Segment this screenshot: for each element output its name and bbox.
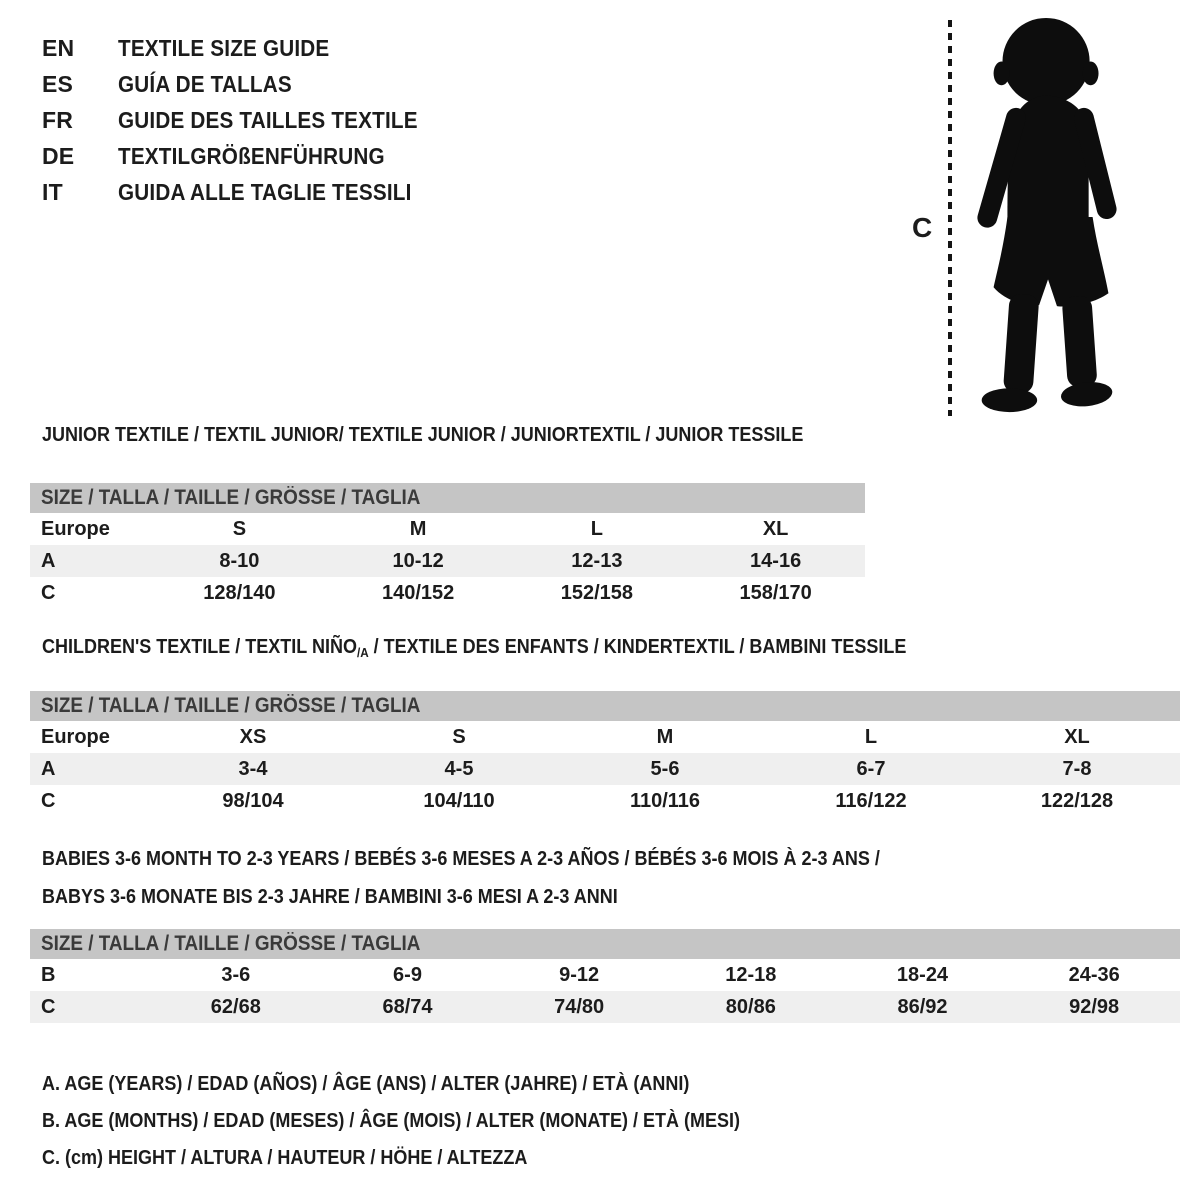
cell-value: 5-6 — [650, 757, 680, 780]
cell-value: M — [656, 725, 674, 748]
cell-value: 62/68 — [210, 995, 261, 1018]
junior-section-title-text: JUNIOR TEXTILE / TEXTIL JUNIOR/ TEXTILE JUNIOR / JUNIORTEXTIL / JUNIOR TESSILE — [42, 424, 804, 446]
cell-value: 6-7 — [856, 757, 886, 780]
cell-value: 3-6 — [221, 963, 251, 986]
language-row — [42, 174, 451, 210]
cell-value: 104/110 — [423, 789, 495, 812]
language-row — [42, 66, 451, 102]
language-row — [42, 138, 451, 174]
cell-value: 98/104 — [222, 789, 284, 812]
table-row-c — [30, 785, 1180, 817]
cell-value: 140/152 — [381, 581, 455, 604]
row-label: Europe — [41, 517, 110, 540]
cell-value: S — [232, 517, 247, 540]
children-title-pre: CHILDREN'S TEXTILE / TEXTIL NIÑO — [42, 636, 357, 658]
toddler-silhouette-icon — [966, 14, 1138, 420]
cell-value: 128/140 — [203, 581, 276, 604]
cell-value: L — [590, 517, 603, 540]
cell-value: XS — [239, 725, 267, 748]
legend-line-a — [42, 1066, 818, 1103]
cell-value: 6-9 — [393, 963, 422, 986]
table-row-europe — [30, 513, 865, 545]
language-code: EN — [42, 34, 75, 61]
cell-value: 86/92 — [897, 995, 948, 1018]
table-row-a — [30, 753, 1180, 785]
cell-value: 68/74 — [382, 995, 433, 1018]
table-row-b — [30, 959, 1180, 991]
cell-value: 158/170 — [739, 581, 812, 604]
children-size-table — [30, 691, 1180, 817]
language-code: DE — [42, 142, 75, 169]
legend-line-b — [42, 1103, 818, 1140]
cell-value: XL — [762, 517, 789, 540]
row-label: A — [41, 757, 56, 780]
row-label: C — [41, 995, 56, 1018]
cell-value: 110/116 — [629, 789, 701, 812]
legend-line-c — [42, 1140, 818, 1177]
table-row-europe — [30, 721, 1180, 753]
cell-value: 24-36 — [1068, 963, 1120, 986]
legend-line-b-text: B. AGE (MONTHS) / EDAD (MESES) / ÂGE (MOIS) / ALTER (MONATE) / ETÀ (MESI) — [42, 1110, 740, 1132]
language-code: ES — [42, 70, 74, 97]
cell-value: 12-13 — [571, 549, 623, 572]
size-table-header-text: SIZE / TALLA / TAILLE / GRÖSSE / TAGLIA — [41, 694, 421, 717]
legend-line-a-text: A. AGE (YEARS) / EDAD (AÑOS) / ÂGE (ANS) / ALTER (JAHRE) / ETÀ (ANNI) — [42, 1073, 690, 1095]
cell-value: 3-4 — [238, 757, 268, 780]
language-label: GUIDE DES TAILLES TEXTILE — [118, 106, 418, 133]
row-label: A — [41, 549, 56, 572]
size-table-header — [30, 929, 1180, 959]
cell-value: 8-10 — [219, 549, 260, 572]
babies-title-line1: BABIES 3-6 MONTH TO 2-3 YEARS / BEBÉS 3-6 MESES A 2-3 AÑOS / BÉBÉS 3-6 MOIS À 2-3 ANS / — [42, 848, 880, 870]
junior-section-title — [42, 424, 888, 447]
cell-value: 4-5 — [444, 757, 474, 780]
cell-value: S — [452, 725, 466, 748]
children-title-post: / TEXTILE DES ENFANTS / KINDERTEXTIL / BAMBINI TESSILE — [368, 636, 907, 658]
language-label: TEXTILE SIZE GUIDE — [118, 34, 330, 61]
language-list — [42, 30, 451, 210]
babies-title-line2: BABYS 3-6 MONATE BIS 2-3 JAHRE / BAMBINI 3-6 MESI A 2-3 ANNI — [42, 886, 618, 908]
measurement-legend — [42, 1066, 818, 1177]
cell-value: L — [864, 725, 878, 748]
legend-line-c-text: C. (cm) HEIGHT / ALTURA / HAUTEUR / HÖHE / ALTEZZA — [42, 1147, 528, 1169]
table-row-c — [30, 577, 865, 609]
cell-value: 122/128 — [1040, 789, 1114, 812]
babies-size-table — [30, 929, 1180, 1023]
table-row-a — [30, 545, 865, 577]
language-row — [42, 102, 451, 138]
size-table-header — [30, 483, 865, 513]
language-code: IT — [42, 178, 63, 205]
cell-value: 92/98 — [1069, 995, 1120, 1018]
height-measure-line — [948, 20, 952, 416]
row-label: Europe — [41, 725, 110, 748]
size-table-header — [30, 691, 1180, 721]
junior-size-table — [30, 483, 865, 609]
cell-value: 9-12 — [559, 963, 600, 986]
size-table-header-text: SIZE / TALLA / TAILLE / GRÖSSE / TAGLIA — [41, 932, 421, 955]
children-title-sub: /A — [356, 645, 369, 660]
row-label: B — [41, 963, 56, 986]
children-section-title-text — [42, 636, 906, 659]
language-label: TEXTILGRÖßENFÜHRUNG — [118, 142, 385, 169]
row-label: C — [41, 789, 56, 812]
cell-value: M — [409, 517, 427, 540]
babies-section-title — [42, 840, 973, 916]
children-section-title — [42, 636, 1002, 659]
cell-value: 80/86 — [725, 995, 776, 1018]
language-code: FR — [42, 106, 74, 133]
cell-value: 18-24 — [896, 963, 949, 986]
cell-value: XL — [1064, 725, 1090, 748]
cell-value: 152/158 — [560, 581, 634, 604]
language-row — [42, 30, 451, 66]
language-label: GUIDA ALLE TAGLIE TESSILI — [118, 178, 412, 205]
cell-value: 74/80 — [554, 995, 605, 1018]
cell-value: 7-8 — [1062, 757, 1092, 780]
cell-value: 14-16 — [750, 549, 802, 572]
language-label: GUÍA DE TALLAS — [118, 70, 292, 97]
height-measure-label: C — [912, 212, 933, 243]
table-row-c — [30, 991, 1180, 1023]
cell-value: 116/122 — [835, 789, 907, 812]
cell-value: 10-12 — [392, 549, 444, 572]
size-table-header-text: SIZE / TALLA / TAILLE / GRÖSSE / TAGLIA — [41, 486, 421, 509]
row-label: C — [41, 581, 56, 604]
cell-value: 12-18 — [725, 963, 777, 986]
